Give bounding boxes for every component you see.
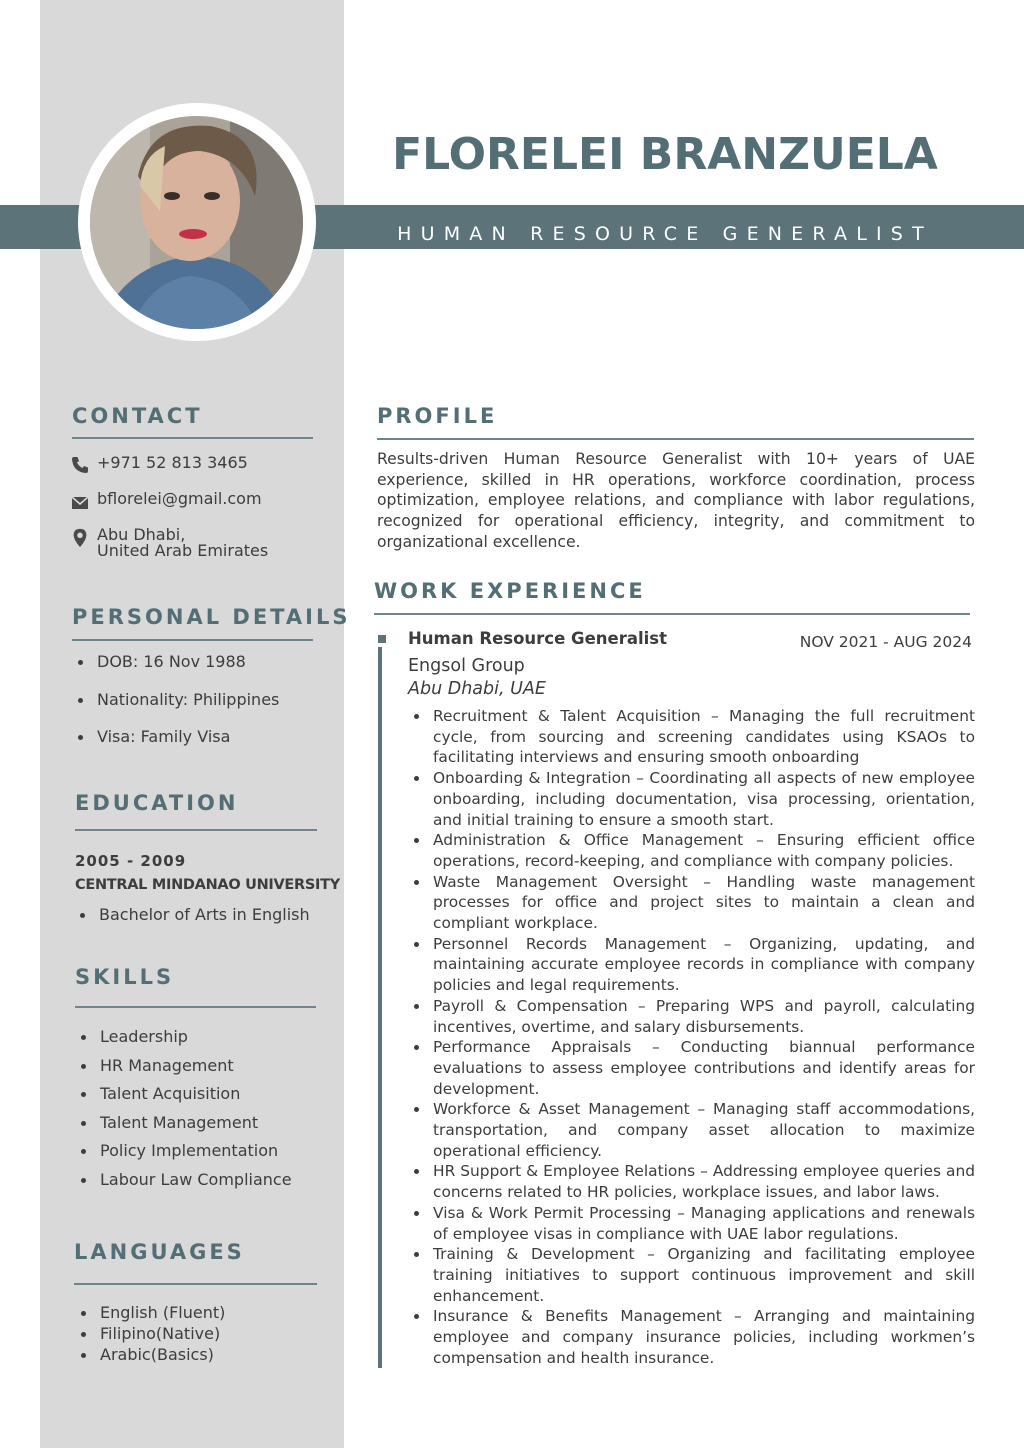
list-item: Waste Management Oversight – Handling waste management processes for office and project sites to maintain a clean and compliant workplace. [410,872,975,934]
contact-address-line2: United Arab Emirates [97,541,269,560]
list-item: DOB: 16 Nov 1988 [73,652,279,690]
list-item: Payroll & Compensation – Preparing WPS and payroll, calculating incentives, overtime, and salary disbursements. [410,996,975,1037]
profile-divider [377,438,974,440]
profile-heading: PROFILE [377,404,498,428]
list-item: English (Fluent) [76,1303,225,1324]
list-item: Personnel Records Management – Organizing, updating, and maintaining accurate employee records in compliance with company policies and legal requirements. [410,934,975,996]
personal-details-heading: PERSONAL DETAILS [72,605,351,629]
list-item: Labour Law Compliance [76,1170,292,1199]
contact-email: bflorelei@gmail.com [97,489,262,508]
profile-photo [90,116,303,329]
candidate-name: FLORELEI BRANZUELA [392,129,938,180]
profile-summary: Results-driven Human Resource Generalist with 10+ years of UAE experience, skilled in HR operations, workforce coordination, process optimization, employee relations, and compliance with labor regulations, recognized for operational efficiency, integrity, and commitment to organizational excellence. [377,450,975,551]
list-item: Visa: Family Visa [73,727,279,765]
languages-list [76,1303,225,1366]
list-item: Workforce & Asset Management – Managing staff accommodations, transportation, and company asset allocation to maximize operational efficiency. [410,1099,975,1161]
location-pin-icon [70,528,90,548]
job-location: Abu Dhabi, UAE [408,679,546,699]
list-item: Bachelor of Arts in English [75,905,310,943]
list-item: Training & Development – Organizing and facilitating employee training initiatives to support continuous improvement and skill enhancement. [410,1244,975,1306]
timeline-line [378,647,382,1368]
list-item: Nationality: Philippines [73,690,279,728]
phone-icon [70,455,90,475]
job-dates: NOV 2021 - AUG 2024 [799,633,972,651]
languages-heading: LANGUAGES [74,1240,245,1264]
list-item: HR Management [76,1056,292,1085]
list-item: Recruitment & Talent Acquisition – Managing the full recruitment cycle, from sourcing and screening candidates using KSAOs to facilitating interviews and ensuring smooth onboarding [410,706,975,768]
list-item: Filipino(Native) [76,1324,225,1345]
contact-address-line1: Abu Dhabi, [97,525,186,544]
skills-list [76,1027,292,1198]
work-experience-divider [374,613,970,615]
contact-phone: +971 52 813 3465 [97,453,248,472]
languages-divider [74,1283,317,1285]
job-title: Human Resource Generalist [408,629,667,648]
job-duties-list [410,706,975,1369]
education-years: 2005 - 2009 [75,852,187,870]
education-degree-list [75,905,310,943]
skills-heading: SKILLS [75,965,175,989]
list-item: Insurance & Benefits Management – Arranging and maintaining employee and company insurance policies, including workmen’s compensation and health insurance. [410,1306,975,1368]
skills-divider [75,1006,316,1008]
list-item: Onboarding & Integration – Coordinating all aspects of new employee onboarding, including documentation, visa processing, orientation, and initial training to ensure a smooth start. [410,768,975,830]
list-item: Performance Appraisals – Conducting biannual performance evaluations to assess employee contributions and identify areas for development. [410,1037,975,1099]
list-item: Arabic(Basics) [76,1345,225,1366]
list-item: Policy Implementation [76,1141,292,1170]
profile-photo-illustration [90,116,303,329]
job-title-banner-text: HUMAN RESOURCE GENERALIST [397,223,933,245]
list-item: Administration & Office Management – Ensuring efficient office operations, record-keeping, and compliance with company policies. [410,830,975,871]
education-heading: EDUCATION [75,791,239,815]
personal-details-divider [72,639,313,641]
job-company: Engsol Group [408,656,525,676]
education-divider [75,829,317,831]
list-item: Leadership [76,1027,292,1056]
contact-heading: CONTACT [72,404,203,428]
timeline-marker [378,635,386,643]
list-item: Talent Acquisition [76,1084,292,1113]
personal-details-list [73,652,279,765]
list-item: Talent Management [76,1113,292,1142]
work-experience-heading: WORK EXPERIENCE [374,579,646,603]
contact-divider [72,437,313,439]
education-school: CENTRAL MINDANAO UNIVERSITY [75,877,340,893]
list-item: Visa & Work Permit Processing – Managing applications and renewals of employee visas in compliance with UAE labor regulations. [410,1203,975,1244]
list-item: HR Support & Employee Relations – Addressing employee queries and concerns related to HR policies, workplace issues, and labor laws. [410,1161,975,1202]
email-icon [70,493,90,513]
